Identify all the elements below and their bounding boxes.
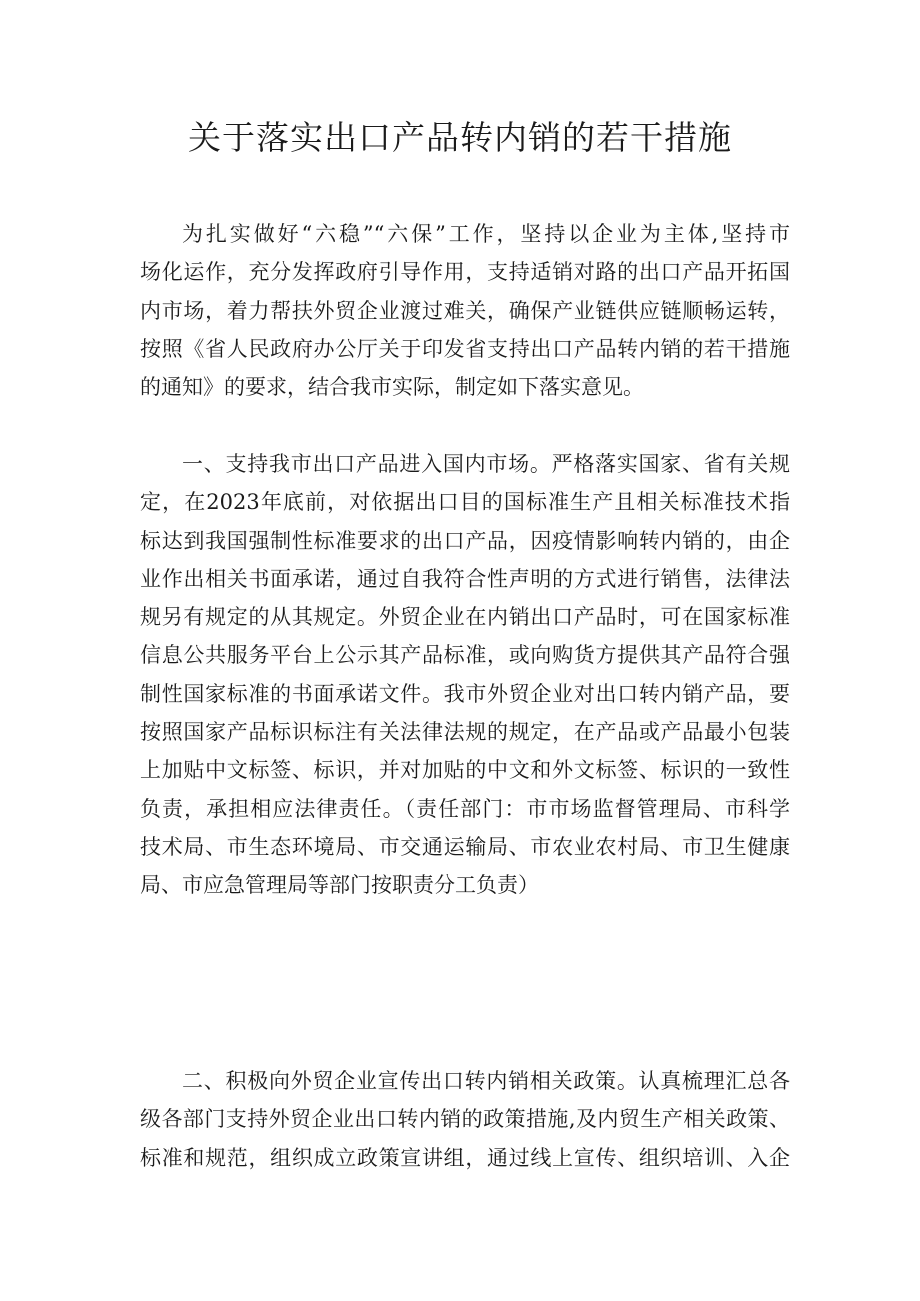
text-line: 业作出相关书面承诺，通过自我符合性声明的方式进行销售，法律法 [140, 566, 790, 591]
text-line: 内市场，着力帮扶外贸企业渡过难关，确保产业链供应链顺畅运转， [140, 298, 790, 323]
paragraph-section-2 [140, 1062, 790, 1177]
text-line: 一、支持我市出口产品进入国内市场。严格落实国家、省有关规 [182, 452, 790, 476]
text-line: 定，在2023年底前，对依据出口目的国标准生产且相关标准技术指 [140, 490, 790, 515]
text-line: 负责，承担相应法律责任。（责任部门：市市场监督管理局、市科学 [140, 796, 790, 821]
text-line: 按照国家产品标识标注有关法律法规的规定，在产品或产品最小包装 [140, 720, 790, 745]
text-line: 二、积极向外贸企业宣传出口转内销相关政策。认真梳理汇总各 [182, 1069, 790, 1093]
text-line: 局、市应急管理局等部门按职责分工负责） [140, 873, 539, 898]
text-line: 的通知》的要求，结合我市实际，制定如下落实意见。 [140, 375, 644, 400]
text-line: 制性国家标准的书面承诺文件。我市外贸企业对出口转内销产品，要 [140, 681, 790, 706]
text-line: 按照《省人民政府办公厅关于印发省支持出口产品转内销的若干措施 [140, 336, 790, 361]
text-line: 标达到我国强制性标准要求的出口产品，因疫情影响转内销的，由企 [140, 528, 790, 553]
text-line: 信息公共服务平台上公示其产品标准，或向购货方提供其产品符合强 [140, 643, 790, 668]
text-line: 标准和规范，组织成立政策宣讲组，通过线上宣传、组织培训、入企 [140, 1145, 790, 1170]
paragraph-section-1 [140, 445, 790, 905]
paragraph-intro [140, 215, 790, 406]
text-line: 级各部门支持外贸企业出口转内销的政策措施,及内贸生产相关政策、 [140, 1107, 790, 1132]
text-line: 规另有规定的从其规定。外贸企业在内销出口产品时，可在国家标准 [140, 605, 790, 630]
text-line: 技术局、市生态环境局、市交通运输局、市农业农村局、市卫生健康 [140, 834, 790, 859]
document-title: 关于落实出口产品转内销的若干措施 [188, 118, 732, 157]
text-line: 为扎实做好“六稳”“六保”工作，坚持以企业为主体,坚持市 [182, 222, 790, 246]
text-line: 上加贴中文标签、标识，并对加贴的中文和外文标签、标识的一致性 [140, 758, 790, 783]
text-line: 场化运作，充分发挥政府引导作用，支持适销对路的出口产品开拓国 [140, 260, 790, 285]
